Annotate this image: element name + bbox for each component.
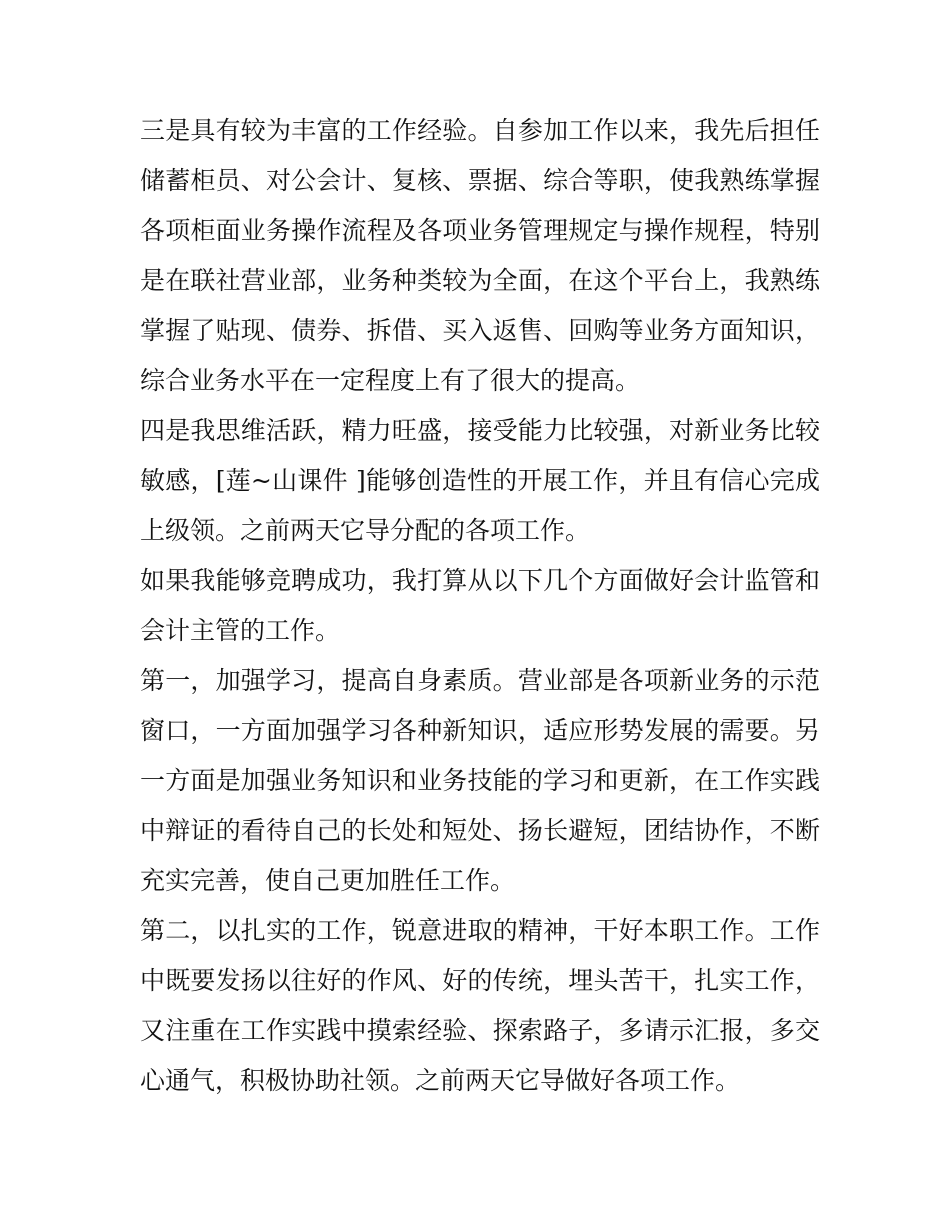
text-line: 如果我能够竞聘成功，我打算从以下几个方面做好会计监管和: [140, 566, 820, 595]
paragraph-first-point: [140, 656, 820, 906]
text-line: 是在联社营业部，业务种类较为全面，在这个平台上，我熟练: [140, 266, 820, 295]
paragraph-work-experience: [140, 106, 820, 406]
text-line: 第二，以扎实的工作，锐意进取的精神，干好本职工作。工作: [140, 916, 820, 945]
text-line: 中既要发扬以往好的作风、好的传统，埋头苦干，扎实工作，: [140, 966, 820, 995]
document-body: [140, 106, 820, 1106]
text-line: 综合业务水平在一定程度上有了很大的提高。: [140, 366, 641, 395]
paragraph-second-point: [140, 906, 820, 1106]
text-line: 充实完善，使自己更加胜任工作。: [140, 866, 516, 895]
text-line: 掌握了贴现、债券、拆借、买入返售、回购等业务方面知识，: [140, 316, 820, 345]
text-line: 各项柜面业务操作流程及各项业务管理规定与操作规程，特别: [140, 216, 820, 245]
text-line: 三是具有较为丰富的工作经验。自参加工作以来，我先后担任: [140, 116, 820, 145]
text-line: 一方面是加强业务知识和业务技能的学习和更新，在工作实践: [140, 766, 820, 795]
text-line: 窗口，一方面加强学习各种新知识，适应形势发展的需要。另: [140, 716, 820, 745]
text-line: 敏感，[莲~山课件 ]能够创造性的开展工作，并且有信心完成: [140, 466, 820, 495]
paragraph-plan-intro: [140, 556, 820, 656]
paragraph-active-thinking: [140, 406, 820, 556]
text-line: 第一，加强学习，提高自身素质。营业部是各项新业务的示范: [140, 666, 820, 695]
text-line: 储蓄柜员、对公会计、复核、票据、综合等职，使我熟练掌握: [140, 166, 820, 195]
text-line: 中辩证的看待自己的长处和短处、扬长避短，团结协作，不断: [140, 816, 820, 845]
text-line: 四是我思维活跃，精力旺盛，接受能力比较强，对新业务比较: [140, 416, 820, 445]
text-line: 又注重在工作实践中摸索经验、探索路子，多请示汇报，多交: [140, 1016, 820, 1045]
text-line: 上级领。之前两天它导分配的各项工作。: [140, 516, 591, 545]
text-line: 心通气，积极协助社领。之前两天它导做好各项工作。: [140, 1066, 741, 1095]
text-line: 会计主管的工作。: [140, 616, 341, 645]
